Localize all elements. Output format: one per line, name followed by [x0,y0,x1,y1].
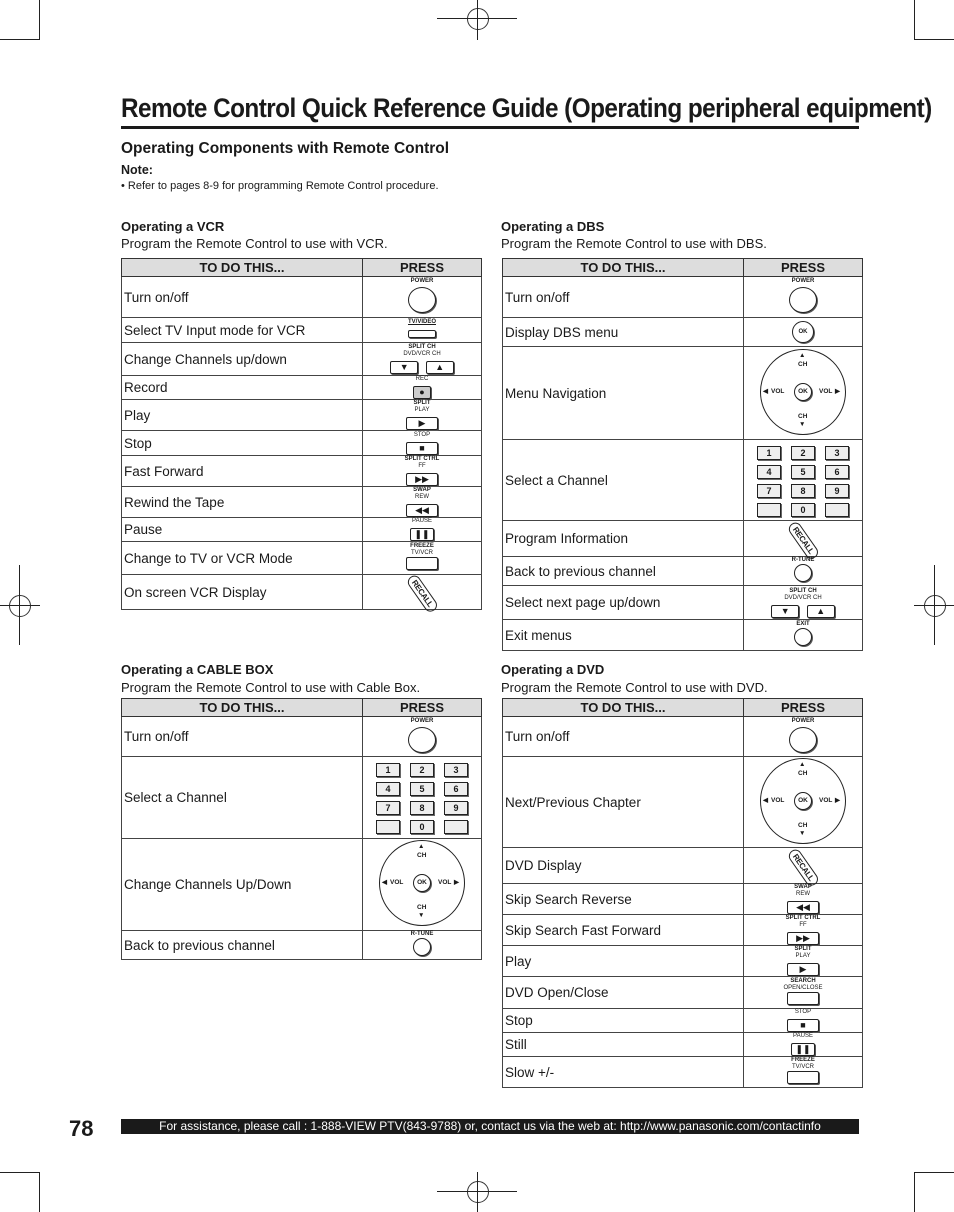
rewind-icon: ◀◀ [406,504,438,517]
registration-mark [924,595,946,617]
table-row-label: Menu Navigation [503,347,744,440]
crop-mark [914,39,954,40]
crop-mark [437,18,517,19]
table-row-label: Turn on/off [122,277,363,318]
recall-button: RECALL [744,848,863,884]
header-press: PRESS [363,699,482,717]
table-row-label: DVD Open/Close [503,977,744,1009]
dvd-table [502,698,863,1088]
play-button: SPLIT PLAY ▶ [744,946,863,977]
section-subtitle: Operating Components with Remote Control [121,140,450,157]
crop-mark [0,605,40,606]
table-row-label: Skip Search Reverse [503,884,744,915]
note-text: • Refer to pages 8-9 for programming Remote Control procedure. [121,180,439,192]
page-number: 78 [69,1116,94,1141]
header-todo: TO DO THIS... [503,699,744,717]
table-row-label: Exit menus [503,620,744,651]
power-button: POWER [744,717,863,757]
note-heading: Note: [121,163,153,177]
table-row-label: Turn on/off [122,717,363,757]
cable-table [121,698,482,960]
pause-icon: ❚❚ [791,1043,815,1056]
record-button: REC ● [363,376,482,400]
play-button: SPLIT PLAY ▶ [363,400,482,431]
header-press: PRESS [744,259,863,277]
table-row-label: Fast Forward [122,456,363,487]
rewind-icon: ◀◀ [787,901,819,914]
ok-button: OK [744,318,863,347]
page-title: Remote Control Quick Reference Guide (Operating peripheral equipment) [121,93,932,123]
exit-button: EXIT [744,620,863,651]
dvd-description: Program the Remote Control to use with DVD. [501,680,768,695]
navigation-pad: ▲ CH ◀ VOL OK VOL ▶ CH ▼ [744,347,863,440]
table-row-label: Rewind the Tape [122,487,363,518]
channel-up-down-buttons: SPLIT CH DVD/VCR CH ▼ ▲ [363,343,482,376]
recall-button: RECALL [363,575,482,610]
fast-forward-button: SPLIT CTRL FF ▶▶ [744,915,863,946]
table-row-label: Skip Search Fast Forward [503,915,744,946]
title-rule [121,126,859,129]
crop-mark [914,1172,915,1212]
fast-forward-icon: ▶▶ [787,932,819,945]
stop-icon: ■ [406,442,438,455]
pause-icon: ❚❚ [410,528,434,541]
stop-button: STOP ■ [744,1009,863,1033]
table-row-label: Program Information [503,521,744,557]
table-row-label: Back to previous channel [122,931,363,960]
table-row-label: Pause [122,518,363,542]
up-arrow-icon: ▲ [807,605,835,618]
pause-button: PAUSE ❚❚ [363,518,482,542]
table-row-label: Turn on/off [503,717,744,757]
power-button: POWER [744,277,863,318]
rewind-button: SWAP REW ◀◀ [363,487,482,518]
table-row-label: Select a Channel [503,440,744,521]
table-row-label: Stop [503,1009,744,1033]
number-keypad: 1 2 3 4 5 6 7 8 9 0 [363,757,482,839]
crop-mark [914,0,915,40]
table-row-label: Select TV Input mode for VCR [122,318,363,343]
table-row-label: Next/Previous Chapter [503,757,744,848]
table-row-label: Display DBS menu [503,318,744,347]
header-todo: TO DO THIS... [122,259,363,277]
registration-mark [467,1181,489,1203]
record-icon: ● [413,386,431,399]
header-press: PRESS [744,699,863,717]
dbs-table [502,258,863,651]
recall-button: RECALL [744,521,863,557]
table-row-label: Select next page up/down [503,586,744,620]
r-tune-button: R-TUNE [363,931,482,960]
down-arrow-icon: ▼ [390,361,418,374]
tv-video-button: TV/VIDEO [363,318,482,343]
number-keypad: 1 2 3 4 5 6 7 8 9 0 [744,440,863,521]
registration-mark [467,8,489,30]
power-button: POWER [363,277,482,318]
table-row-label: Stop [122,431,363,456]
table-row-label: Back to previous channel [503,557,744,586]
stop-icon: ■ [787,1019,819,1032]
crop-mark [477,1172,478,1212]
channel-up-down-buttons: SPLIT CH DVD/VCR CH ▼ ▲ [744,586,863,620]
table-row-label: Play [122,400,363,431]
table-row-label: Change to TV or VCR Mode [122,542,363,575]
freeze-tv-vcr-button: FREEZE TV/VCR [744,1057,863,1088]
table-row-label: Turn on/off [503,277,744,318]
crop-mark [0,1172,40,1173]
pause-button: PAUSE ❚❚ [744,1033,863,1057]
play-icon: ▶ [787,963,819,976]
stop-button: STOP ■ [363,431,482,456]
table-row-label: On screen VCR Display [122,575,363,610]
up-arrow-icon: ▲ [426,361,454,374]
table-row-label: Change Channels Up/Down [122,839,363,931]
down-arrow-icon: ▼ [771,605,799,618]
crop-mark [914,1172,954,1173]
play-icon: ▶ [406,417,438,430]
table-row-label: Select a Channel [122,757,363,839]
table-row-label: DVD Display [503,848,744,884]
crop-mark [437,1191,517,1192]
dbs-description: Program the Remote Control to use with DBS. [501,236,767,251]
table-row-label: Change Channels up/down [122,343,363,376]
table-row-label: Slow +/- [503,1057,744,1088]
header-todo: TO DO THIS... [122,699,363,717]
crop-mark [39,0,40,40]
navigation-pad: ▲ CH ◀ VOL OK VOL ▶ CH ▼ [744,757,863,848]
table-row-label: Record [122,376,363,400]
cable-heading: Operating a CABLE BOX [121,662,274,677]
navigation-pad: ▲ CH ◀ VOL OK VOL ▶ CH ▼ [363,839,482,931]
cable-description: Program the Remote Control to use with Cable Box. [121,680,421,695]
crop-mark [39,1172,40,1212]
vcr-description: Program the Remote Control to use with VCR. [121,236,388,251]
power-button: POWER [363,717,482,757]
table-row-label: Play [503,946,744,977]
header-press: PRESS [363,259,482,277]
footer-contact: For assistance, please call : 1-888-VIEW PTV(843-9788) or, contact us via the web at: http://www.panasonic.com/contactinfo [121,1119,859,1134]
registration-mark [9,595,31,617]
crop-mark [0,39,40,40]
dbs-heading: Operating a DBS [501,219,605,234]
freeze-tv-vcr-button: FREEZE TV/VCR [363,542,482,575]
header-todo: TO DO THIS... [503,259,744,277]
vcr-heading: Operating a VCR [121,219,225,234]
crop-mark [914,605,954,606]
r-tune-button: R-TUNE [744,557,863,586]
table-row-label: Still [503,1033,744,1057]
rewind-button: SWAP REW ◀◀ [744,884,863,915]
open-close-button: SEARCH OPEN/CLOSE [744,977,863,1009]
crop-mark [477,0,478,40]
dvd-heading: Operating a DVD [501,662,605,677]
fast-forward-icon: ▶▶ [406,473,438,486]
vcr-table [121,258,482,610]
fast-forward-button: SPLIT CTRL FF ▶▶ [363,456,482,487]
